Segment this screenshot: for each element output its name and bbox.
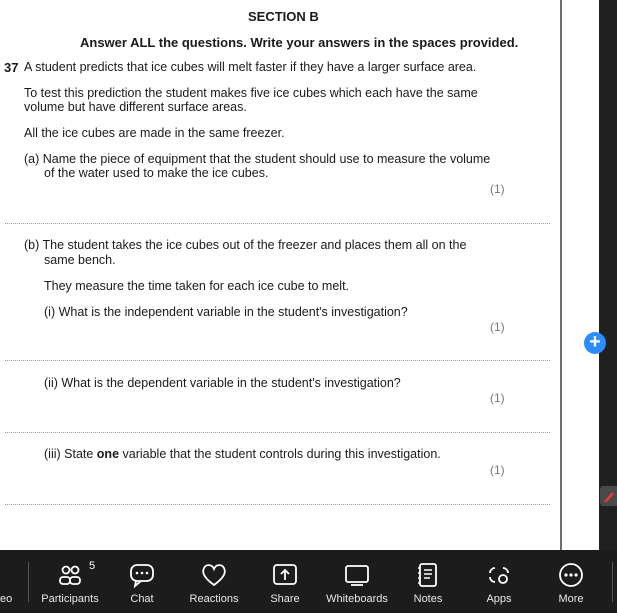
part-biii-bold: one — [96, 447, 120, 461]
apps-label: Apps — [486, 593, 512, 605]
reactions-button[interactable] — [183, 550, 245, 613]
part-b-line2: same bench. — [44, 253, 116, 267]
answer-line-bi[interactable] — [5, 360, 550, 361]
participants-icon — [55, 562, 85, 588]
whiteboard-icon — [342, 562, 372, 588]
more-label: More — [558, 593, 584, 605]
toolbar-separator-right — [612, 562, 613, 602]
more-button[interactable] — [549, 550, 593, 613]
test-text-line2: volume but have different surface areas. — [24, 100, 247, 114]
part-bi-marks: (1) — [490, 320, 505, 334]
whiteboards-button[interactable] — [320, 550, 394, 613]
question-stem: A student predicts that ice cubes will melt faster if they have a larger surface area. — [24, 60, 477, 74]
notes-icon — [413, 562, 443, 588]
apps-icon — [484, 562, 514, 588]
apps-button[interactable] — [476, 550, 522, 613]
pen-icon — [602, 489, 616, 503]
chat-label: Chat — [130, 593, 154, 605]
chat-button[interactable] — [116, 550, 168, 613]
instructions: Answer ALL the questions. Write your answers in the spaces provided. — [80, 35, 519, 50]
part-biii-text — [44, 447, 441, 462]
participants-label: Participants — [41, 593, 99, 605]
part-a-line1: (a) Name the piece of equipment that the student should use to measure the volume — [24, 152, 491, 166]
part-biii-post: variable that the student controls during this investigation. — [119, 447, 441, 461]
add-icon[interactable]: + — [584, 332, 606, 354]
notes-button[interactable] — [404, 550, 452, 613]
part-bii-text: (ii) What is the dependent variable in the student's investigation? — [44, 376, 401, 390]
part-b-line3: They measure the time taken for each ice cube to melt. — [44, 279, 350, 293]
part-bi-text: (i) What is the independent variable in the student's investigation? — [44, 305, 408, 319]
part-b-line1: (b) The student takes the ice cubes out of the freezer and places them all on the — [24, 238, 467, 252]
reactions-label: Reactions — [189, 593, 239, 605]
more-icon — [556, 562, 586, 588]
part-a-marks: (1) — [490, 182, 505, 196]
answer-line-a[interactable] — [5, 223, 550, 224]
heart-icon — [199, 562, 229, 588]
part-bii-marks: (1) — [490, 391, 505, 405]
share-icon — [270, 562, 300, 588]
answer-line-biii[interactable] — [5, 504, 550, 505]
toolbar-separator — [28, 562, 29, 602]
whiteboards-label: Whiteboards — [326, 593, 388, 605]
freezer-text: All the ice cubes are made in the same freezer. — [24, 126, 285, 140]
video-label-cut[interactable]: eo — [0, 593, 13, 605]
share-label: Share — [270, 593, 300, 605]
side-gutter — [562, 0, 599, 550]
share-button[interactable] — [260, 550, 310, 613]
test-text-line1: To test this prediction the student makes five ice cubes which each have the same — [24, 86, 478, 100]
part-biii-pre: (iii) State — [44, 447, 97, 461]
annotate-pen-button[interactable] — [600, 486, 617, 506]
part-biii-marks: (1) — [490, 463, 505, 477]
participants-count-badge: 5 — [89, 560, 96, 572]
right-panel — [599, 0, 617, 550]
question-number: 37 — [4, 60, 19, 75]
section-title: SECTION B — [248, 9, 319, 24]
part-a-line2: of the water used to make the ice cubes. — [44, 166, 269, 180]
answer-line-bii[interactable] — [5, 432, 550, 433]
chat-icon — [127, 562, 157, 588]
notes-label: Notes — [413, 593, 443, 605]
